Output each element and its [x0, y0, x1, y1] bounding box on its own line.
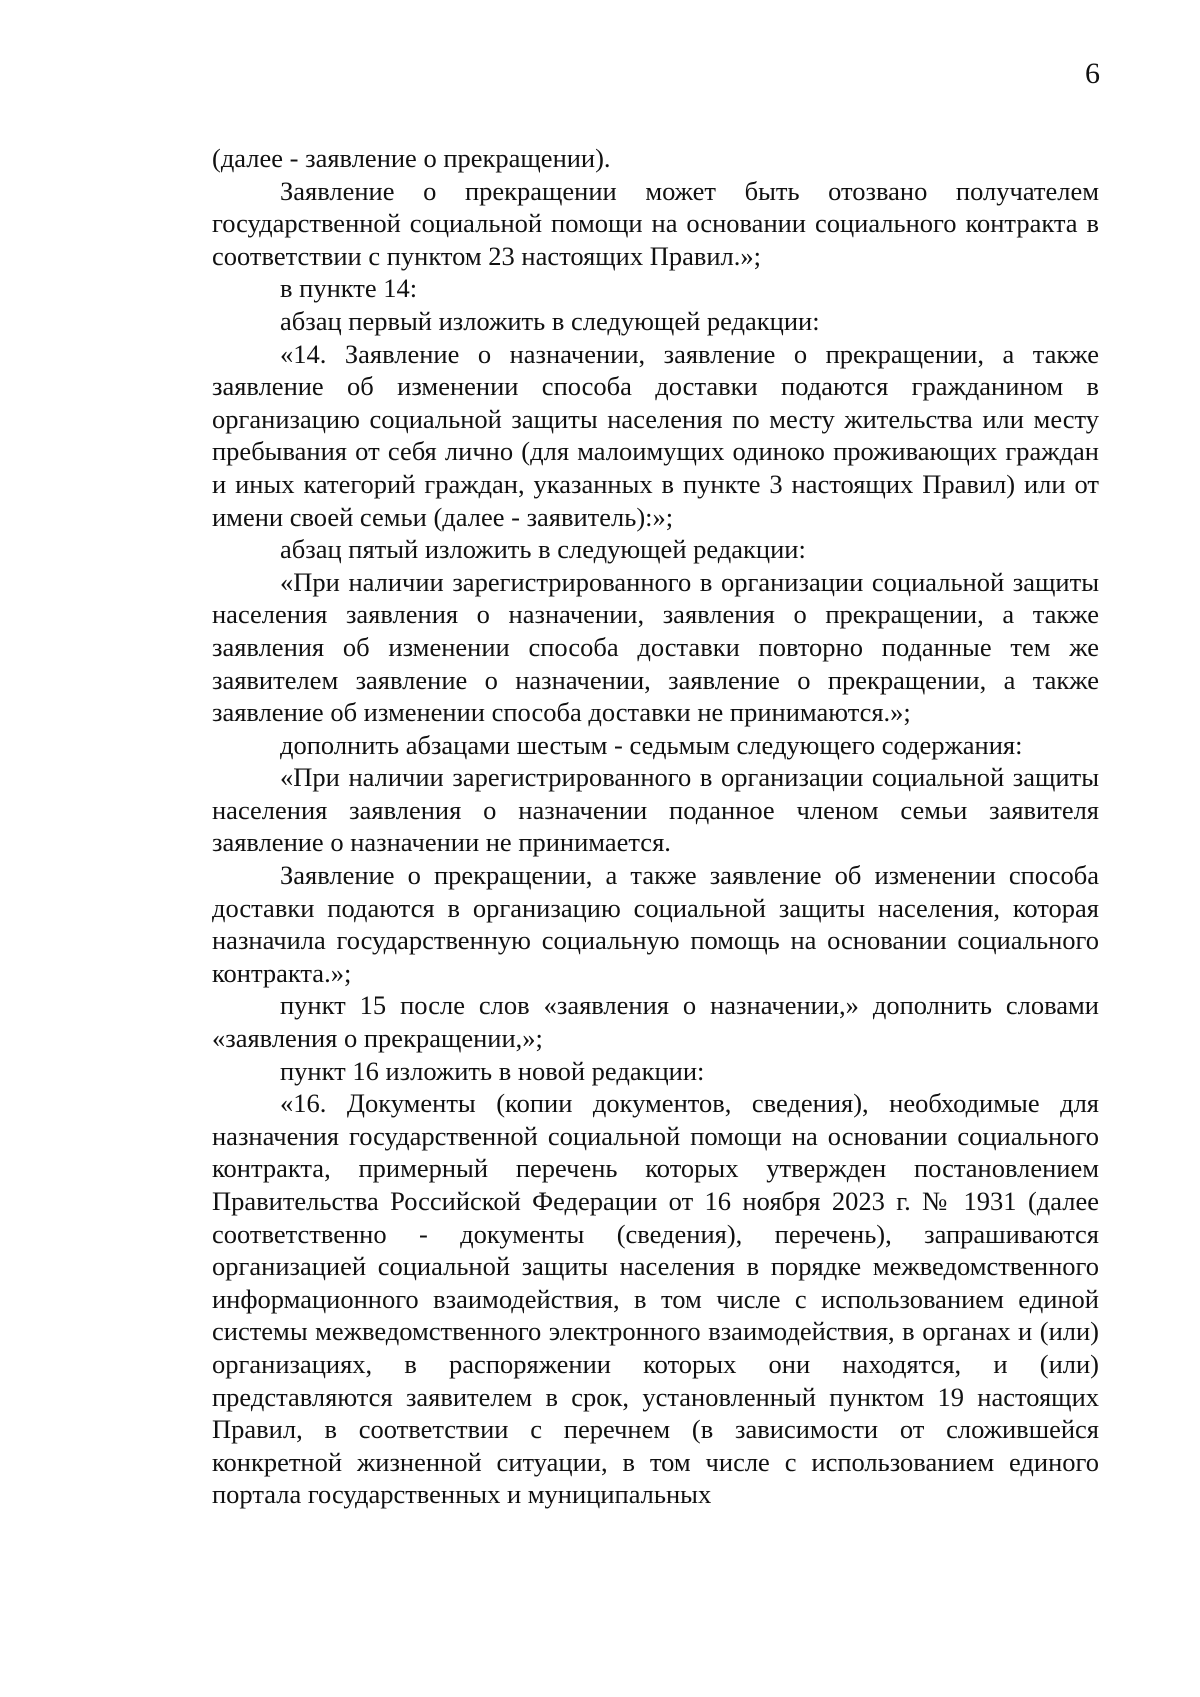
paragraph: Заявление о прекращении может быть отозвано получателем государственной социальной помощи на основании социального контракта в соответствии с пунктом 23 настоящих Правил.»; [212, 175, 1099, 271]
paragraph: абзац первый изложить в следующей редакции: [280, 305, 820, 336]
paragraph: «16. Документы (копии документов, сведения), необходимые для назначения государственной социальной помощи на основании социального контракта, примерный перечень которых утвержден постановлением Правительства Российской Федерации от 16 ноября 2023 г. № 1931 (далее соответственно - документы (сведения), перечень), запрашиваются организацией социальной защиты населения в порядке межведомственного информационного взаимодействия, в том числе с использованием единой системы межведомственного электронного взаимодействия, в органах и (или) организациях, в распоряжении которых они находятся, и (или) представляются заявителем в срок, установленный пунктом 19 настоящих Правил, в соответствии с перечнем (в зависимости от сложившейся конкретной жизненной ситуации, в том числе с использованием единого портала государственных и муниципальных [212, 1088, 1099, 1510]
paragraph: пункт 16 изложить в новой редакции: [280, 1055, 705, 1086]
paragraph: Заявление о прекращении, а также заявление об изменении способа доставки подаются в организацию социальной защиты населения, которая назначила государственную социальную помощь на основании социального контракта.»; [212, 860, 1099, 988]
paragraph: абзац пятый изложить в следующей редакции: [280, 534, 806, 565]
paragraph: «При наличии зарегистрированного в организации социальной защиты населения заявления о назначении поданное членом семьи заявителя заявление о назначении не принимается. [212, 762, 1099, 858]
page-number: 6 [1085, 57, 1100, 90]
paragraph: дополнить абзацами шестым - седьмым следующего содержания: [280, 729, 1023, 760]
paragraph: «14. Заявление о назначении, заявление о прекращении, а также заявление об изменении способа доставки подаются гражданином в организацию социальной защиты населения по месту жительства или месту пребывания от себя лично (для малоимущих одиноко проживающих граждан и иных категорий граждан, указанных в пункте 3 настоящих Правил) или от имени своей семьи (далее - заявитель):»; [212, 338, 1099, 532]
paragraph: (далее - заявление о прекращении). [212, 143, 611, 173]
paragraph: пункт 15 после слов «заявления о назначении,» дополнить словами «заявления о прекращении,»; [212, 990, 1099, 1054]
paragraph: «При наличии зарегистрированного в организации социальной защиты населения заявления о назначении, заявления о прекращении, а также заявления об изменении способа доставки повторно поданные тем же заявителем заявление о назначении, заявление о прекращении, а также заявление об изменении способа доставки не принимаются.»; [212, 566, 1099, 728]
paragraph: в пункте 14: [280, 273, 418, 304]
document-body [212, 142, 1099, 1511]
